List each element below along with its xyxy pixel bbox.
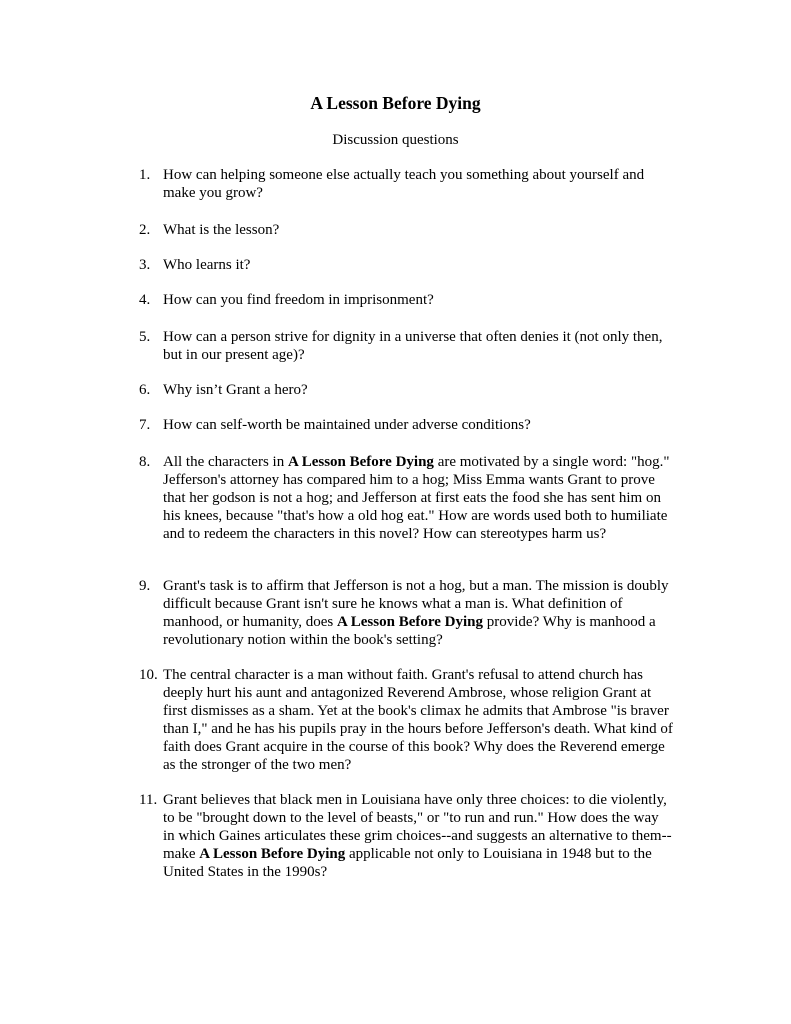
question-number: 3. [139,257,151,273]
question-number: 10. [139,667,158,683]
question-text [163,381,673,399]
question-number: 5. [139,329,151,345]
question-text [163,416,673,434]
question-text-segment: How can helping someone else actually teach you something about yourself and make you grow? [163,167,645,201]
question-number: 6. [139,382,151,398]
question-number: 7. [139,417,151,433]
question-number: 2. [139,222,151,238]
question-text-segment: Who learns it? [163,257,251,273]
document-title: A Lesson Before Dying [310,93,481,113]
question-number: 1. [139,167,151,183]
question-text [163,791,673,881]
book-title-reference: A Lesson Before Dying [337,614,483,630]
question-number: 9. [139,578,151,594]
question-text-segment: are motivated by a single word: "hog." Jefferson's attorney has compared him to a hog; Miss Emma wants Grant to prove that her godson is not a hog; and Jefferson at first eats the food she has sent him on his knees, because "that's how a old hog eat." How are words used both to humiliate and to redeem the characters in this novel? How can stereotypes harm us? [163,454,670,542]
book-title-reference: A Lesson Before Dying [287,454,434,470]
question-text-segment: provide? Why is manhood a revolutionary notion within the book's setting? [163,614,656,648]
question-text-segment: Grant believes that black men in Louisiana have only three choices: to die violently, to be "brought down to the level of beasts," or "to run and run." How does the way in which Gaines articulates these grim choices--and suggests an alternative to them--make [163,792,672,862]
question-text [163,291,673,309]
question-text [163,666,673,774]
question-number: 11. [139,792,158,808]
question-number: 4. [139,292,151,308]
question-text-segment: Grant's task is to affirm that Jefferson is not a hog, but a man. The mission is doubly difficult because Grant isn't sure he knows what a man is. What definition of manhood, or humanity, does [163,578,669,630]
question-text [163,453,673,543]
book-title-reference: A Lesson Before Dying [199,846,346,862]
question-text-segment: How can self-worth be maintained under adverse conditions? [163,417,531,433]
question-text [163,166,673,202]
question-text-segment: All the characters in [163,454,288,470]
question-text [163,256,673,274]
document-subtitle: Discussion questions [332,132,459,148]
question-text [163,577,673,649]
question-text-segment: Why isn’t Grant a hero? [163,382,308,398]
question-text-segment: What is the lesson? [163,222,280,238]
question-text [163,328,673,364]
question-text-segment: How can a person strive for dignity in a universe that often denies it (not only then, but in our present age)? [163,329,663,363]
question-text-segment: How can you find freedom in imprisonment? [163,292,434,308]
question-text-segment: The central character is a man without faith. Grant's refusal to attend church has deeply hurt his aunt and antagonized Reverend Ambrose, whose religion Grant at first dismisses as a sham. Yet at the book's climax he admits that Ambrose "is braver than I," and he has his pupils pray in the hours before Jefferson's death. What kind of faith does Grant acquire in the course of this book? Why does the Reverend emerge as the stronger of the two men? [163,667,673,773]
question-number: 8. [139,454,151,470]
question-text-segment: applicable not only to Louisiana in 1948 but to the United States in the 1990s? [163,846,652,880]
question-text [163,221,673,239]
